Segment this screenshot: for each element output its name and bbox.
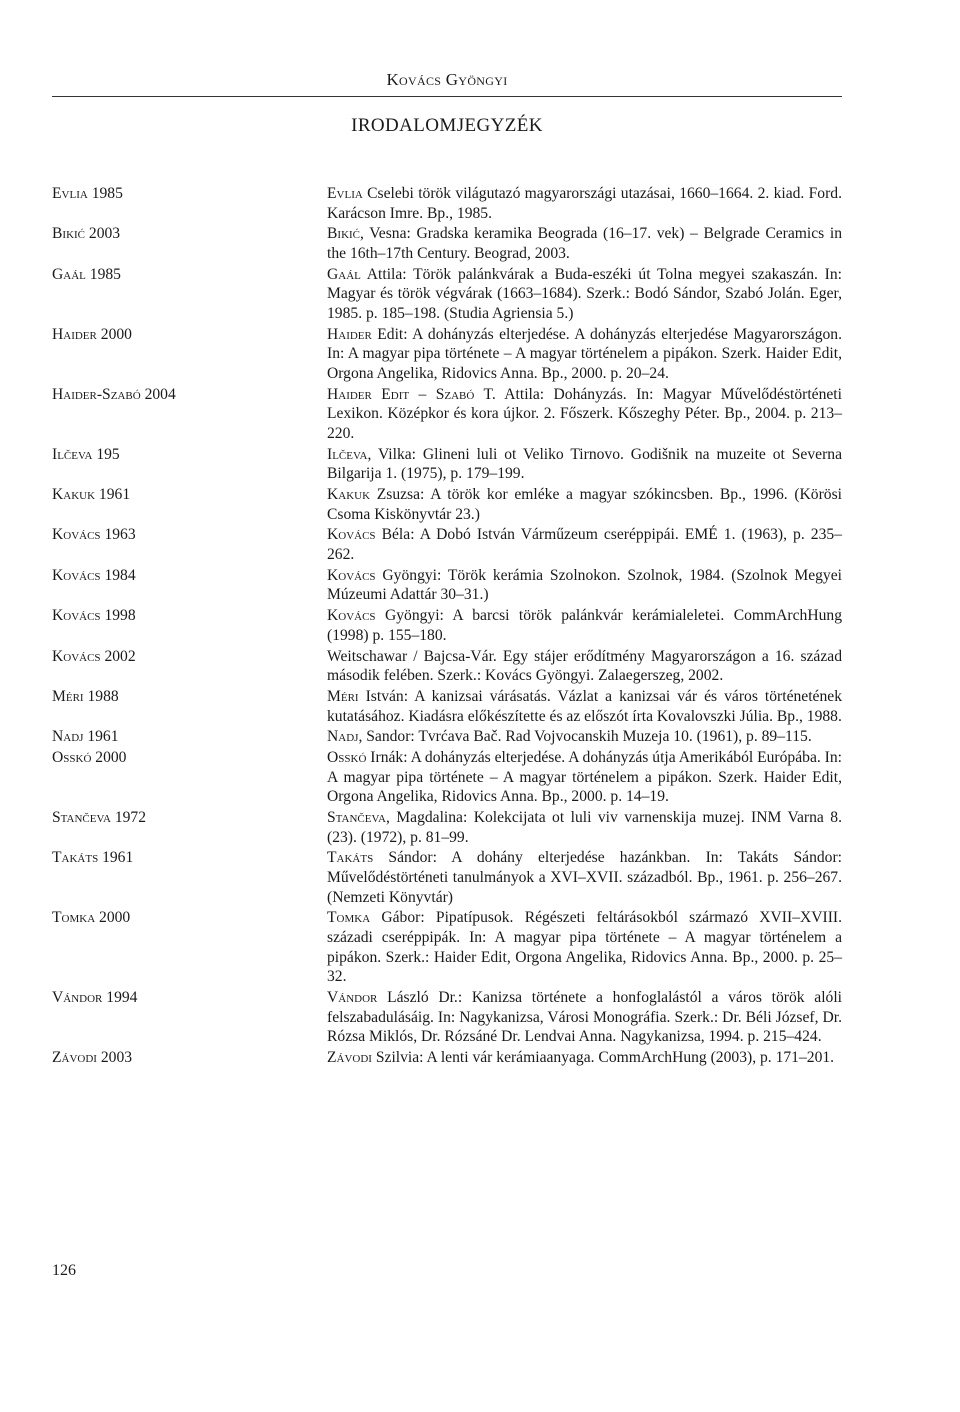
- reference-key: Závodi 2003: [52, 1048, 133, 1066]
- reference-entry: [52, 525, 842, 564]
- reference-text: [327, 224, 842, 263]
- reference-author: Takáts: [327, 849, 374, 867]
- reference-body: László Dr.: Kanizsa története a honfoglalástól a város török alóli felszabadulásáig. In: Nagykanizsa, Városi Monográfia. Szerk.: Dr. Béli József, Dr. Rózsa Miklós, Dr. Rózsáné Dr. Lendvai Anna. Nagykanizsa, 1994. p. 215–424.: [327, 988, 842, 1046]
- reference-entry: [52, 184, 842, 223]
- reference-author: Závodi: [327, 1048, 372, 1066]
- reference-entry: [52, 606, 842, 645]
- reference-entry: [52, 748, 842, 807]
- reference-key: Bikić 2003: [52, 225, 121, 243]
- reference-author: Stančeva: [327, 809, 386, 827]
- reference-text: [327, 525, 842, 564]
- reference-body: Sándor: A dohány elterjedése hazánkban. In: Takáts Sándor: Művelődéstörténeti tanulmányok a XVI–XVII. századból. Bp., 1961. p. 256–267. (Nemzeti Könyvtár): [327, 849, 842, 906]
- reference-key: Gaál 1985: [52, 265, 121, 283]
- reference-entry: [52, 808, 842, 847]
- reference-text: [327, 988, 842, 1047]
- reference-key: Ilčeva 195: [52, 445, 120, 463]
- reference-body: Edit: A dohányzás elterjedése. A dohányzás elterjedése Magyarországon. In: A magyar pipa története – A magyar történelem a pipákon. Szerk. Haider Edit, Orgona Angelika, Ridovics Anna. Bp., 2000. p. 20–24.: [327, 325, 842, 382]
- reference-key: Evlia 1985: [52, 185, 123, 202]
- reference-list: [52, 184, 842, 1069]
- reference-key: Vándor 1994: [52, 988, 138, 1006]
- reference-key: Kovács 1984: [52, 566, 136, 584]
- reference-text: [327, 727, 842, 747]
- reference-body: , Magdalina: Kolekcijata ot luli viv varnenskija muzej. INM Varna 8. (23). (1972), p. 81–99.: [327, 809, 842, 846]
- reference-text: [327, 566, 842, 605]
- reference-text: [327, 808, 842, 847]
- reference-text: [327, 606, 842, 645]
- reference-body: Béla: A Dobó István Várműzeum cseréppipái. EMÉ 1. (1963), p. 235–262.: [327, 526, 842, 563]
- reference-author: Bikić: [327, 225, 361, 243]
- reference-entry: [52, 1048, 842, 1068]
- reference-text: [327, 647, 842, 686]
- reference-key: Tomka 2000: [52, 909, 131, 927]
- reference-body: István: A kanizsai várásatás. Vázlat a kanizsai vár és város történetének kutatásához. Kiadásra előkészítette és az előszót írta Kovalovszki Júlia. Bp., 1988.: [327, 687, 842, 725]
- reference-entry: [52, 908, 842, 986]
- reference-key: Kovács 1998: [52, 607, 136, 625]
- page-number: 126: [52, 1262, 76, 1279]
- reference-entry: [52, 727, 842, 747]
- reference-author: Haider Edit – Szabó: [327, 385, 475, 403]
- reference-text: [327, 908, 842, 986]
- reference-body: Irnák: A dohányzás elterjedése. A dohányzás útja Amerikából Európába. In: A magyar pipa története – A magyar történelem a pipákon. Szerk. Haider Edit, Orgona Angelika, Ridovics Anna. Bp., 2000. p. 14–19.: [327, 749, 842, 806]
- reference-body: Szilvia: A lenti vár kerámiaanyaga. CommArchHung (2003), p. 171–201.: [371, 1048, 835, 1066]
- reference-author: Ilčeva: [327, 445, 368, 463]
- reference-author: Evlia: [327, 185, 363, 202]
- reference-entry: [52, 848, 842, 907]
- reference-entry: [52, 687, 842, 726]
- reference-author: Haider: [327, 325, 372, 343]
- header-divider: [52, 96, 842, 97]
- reference-body: Weitschawar / Bajcsa-Vár. Egy stájer erődítmény Magyarországon a 16. század második felében. Szerk.: Kovács Gyöngyi. Zalaegerszeg, 2002.: [327, 647, 842, 685]
- reference-author: Kovács: [327, 607, 376, 625]
- reference-body: , Vesna: Gradska keramika Beograda (16–17. vek) – Belgrade Ceramics in the 16th–17th Century. Beograd, 2003.: [327, 225, 842, 262]
- reference-key: Nadj 1961: [52, 728, 119, 746]
- reference-key: Haider-Szabó 2004: [52, 385, 176, 403]
- reference-text: [327, 325, 842, 384]
- running-header: Kovács Gyöngyi: [386, 70, 508, 89]
- reference-body: Attila: Török palánkvárak a Buda-eszéki út Tolna megyei szakaszán. In: Magyar és török végvárak (1663–1684). Szerk.: Bodó Sándor, Szabó Jolán. Eger, 1985. p. 185–198. (Studia Agriensia 5.): [327, 265, 842, 322]
- reference-text: [327, 385, 842, 444]
- reference-author: Kakuk: [327, 486, 371, 504]
- reference-body: , Vilka: Glineni luli ot Veliko Tirnovo. Godišnik na muzeite ot Severna Bilgarija 1. (1975), p. 179–199.: [327, 445, 842, 483]
- reference-author: Osskó: [327, 749, 367, 767]
- reference-key: Haider 2000: [52, 325, 132, 343]
- reference-text: [327, 848, 842, 907]
- reference-entry: [52, 566, 842, 605]
- reference-entry: [52, 647, 842, 686]
- reference-author: Tomka: [327, 909, 371, 927]
- reference-body: Zsuzsa: A török kor emléke a magyar szókincsben. Bp., 1996. (Körösi Csoma Kiskönyvtár 23.): [327, 486, 842, 523]
- reference-author: Vándor: [327, 988, 378, 1006]
- reference-body: , Sandor: Tvrćava Bač. Rad Vojvocanskih Muzeja 10. (1961), p. 89–115.: [358, 728, 812, 746]
- reference-text: [327, 485, 842, 524]
- reference-body: Gábor: Pipatípusok. Régészeti feltárásokból származó XVII–XVIII. századi cseréppipák. In: A magyar pipa története – A magyar történelem a pipákon. Szerk.: Haider Edit, Orgona Angelika, Ridovics Anna. Bp., 2000. p. 25–32.: [327, 909, 842, 986]
- reference-text: [327, 445, 842, 484]
- reference-key: Stančeva 1972: [52, 809, 147, 827]
- reference-key: Kovács 2002: [52, 647, 136, 665]
- reference-entry: [52, 265, 842, 324]
- reference-entry: [52, 485, 842, 524]
- reference-author: Kovács: [327, 526, 376, 544]
- reference-text: [327, 687, 842, 726]
- section-title: IRODALOMJEGYZÉK: [351, 115, 543, 136]
- reference-key: Takáts 1961: [52, 849, 134, 867]
- reference-entry: [52, 445, 842, 484]
- reference-entry: [52, 988, 842, 1047]
- reference-key: Osskó 2000: [52, 749, 127, 767]
- reference-key: Kakuk 1961: [52, 486, 131, 504]
- reference-entry: [52, 325, 842, 384]
- reference-text: [327, 1048, 842, 1068]
- reference-key: Kovács 1963: [52, 526, 136, 544]
- reference-body: Gyöngyi: Török kerámia Szolnokon. Szolnok, 1984. (Szolnok Megyei Múzeumi Adattár 30–31.): [327, 566, 842, 604]
- reference-author: Méri: [327, 687, 359, 705]
- reference-author: Gaál: [327, 265, 361, 283]
- reference-text: [327, 184, 842, 223]
- reference-body: Gyöngyi: A barcsi török palánkvár kerámialeletei. CommArchHung (1998) p. 155–180.: [327, 607, 842, 644]
- reference-entry: [52, 224, 842, 263]
- reference-text: [327, 265, 842, 324]
- reference-key: Méri 1988: [52, 687, 119, 705]
- reference-body: Cselebi török világutazó magyarországi utazásai, 1660–1664. 2. kiad. Ford. Karácson Imre. Bp., 1985.: [327, 185, 842, 222]
- reference-author: Nadj: [327, 728, 359, 746]
- reference-author: Kovács: [327, 566, 376, 584]
- reference-body: T. Attila: Dohányzás. In: Magyar Művelődéstörténeti Lexikon. Középkor és kora újkor. 2. Főszerk. Kőszeghy Péter. Bp., 2004. p. 213–220.: [327, 385, 842, 442]
- reference-text: [327, 748, 842, 807]
- reference-entry: [52, 385, 842, 444]
